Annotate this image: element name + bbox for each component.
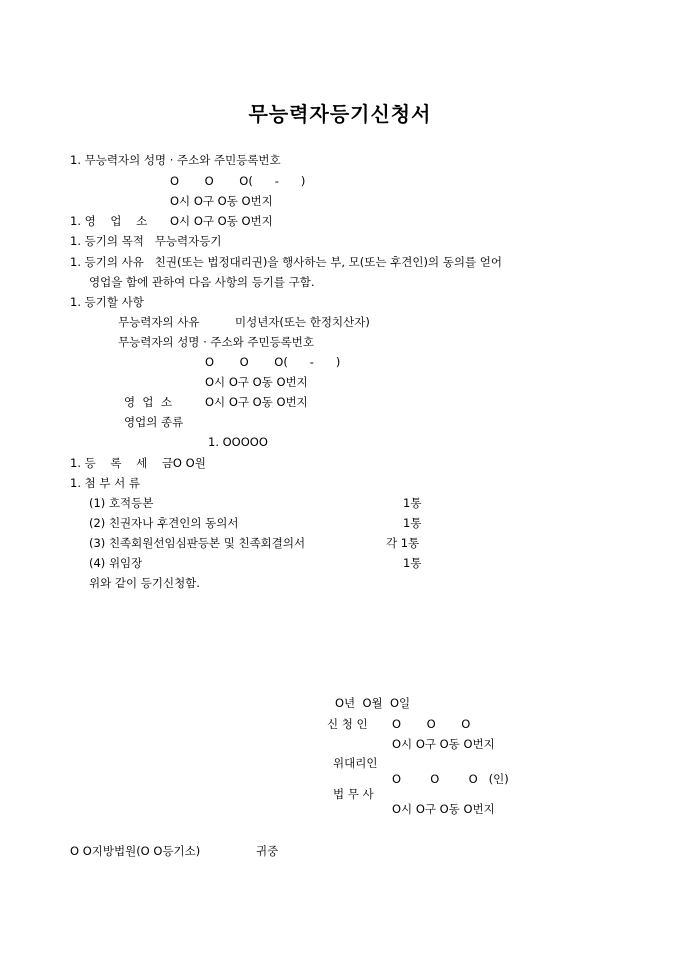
closing-statement: 위와 같이 등기신청함. bbox=[89, 576, 200, 590]
section3-text: 1. 등기의 목적 무능력자등기 bbox=[70, 234, 222, 248]
attachment-item-label: (3) 친족회원선임심판등본 및 친족회결의서 bbox=[89, 536, 306, 550]
agent-name: O O O (인) bbox=[392, 772, 509, 786]
section6-text: 1. 등 록 세 금O O원 bbox=[70, 456, 206, 470]
attachment-item-label: (4) 위임장 bbox=[89, 556, 143, 570]
section1-address: O시 O구 O동 O번지 bbox=[170, 194, 273, 208]
attachment-item-count: 각 1통 bbox=[386, 536, 420, 550]
section7-heading: 1. 첨 부 서 류 bbox=[70, 476, 141, 490]
section2-label: 1. 영 업 소 bbox=[70, 214, 148, 228]
attachment-item-label: (2) 친권자나 후견인의 동의서 bbox=[89, 516, 239, 530]
section5-person-heading: 무능력자의 성명 · 주소와 주민등록번호 bbox=[118, 335, 315, 349]
section5-reason-label: 무능력자의 사유 bbox=[118, 315, 200, 329]
applicant-label: 신 청 인 bbox=[327, 717, 368, 731]
section5-address: O시 O구 O동 O번지 bbox=[205, 375, 308, 389]
section5-heading: 1. 등기할 사항 bbox=[70, 295, 144, 309]
section5-office-value: O시 O구 O동 O번지 bbox=[205, 395, 308, 409]
applicant-address: O시 O구 O동 O번지 bbox=[392, 737, 495, 751]
section4-line2: 영업을 함에 관하여 다음 사항의 등기를 구함. bbox=[89, 275, 315, 289]
court-name: O O지방법원(O O등기소) bbox=[70, 844, 201, 858]
section1-heading: 1. 무능력자의 성명 · 주소와 주민등록번호 bbox=[70, 153, 281, 167]
attachment-item-count: 1통 bbox=[403, 556, 422, 570]
section1-name-line: O O O( - ) bbox=[170, 174, 306, 188]
attachment-item-count: 1통 bbox=[403, 496, 422, 510]
scrivener-address: O시 O구 O동 O번지 bbox=[392, 802, 495, 816]
addressee-suffix: 귀중 bbox=[256, 844, 279, 858]
attachment-item-label: (1) 호적등본 bbox=[89, 496, 154, 510]
section5-office-label: 영 업 소 bbox=[124, 395, 172, 409]
section4-line1: 1. 등기의 사유 친권(또는 법정대리권)을 행사하는 부, 모(또는 후견인)의 동의를 얻어 bbox=[70, 255, 502, 269]
section5-name-line: O O O( - ) bbox=[205, 355, 341, 369]
applicant-name: O O O bbox=[392, 717, 471, 731]
attachment-item-count: 1통 bbox=[403, 516, 422, 530]
document-title: 무능력자등기신청서 bbox=[248, 102, 432, 126]
section5-reason-value: 미성년자(또는 한정치산자) bbox=[235, 315, 370, 329]
application-date: O년 O월 O일 bbox=[335, 696, 411, 710]
section5-type-label: 영업의 종류 bbox=[124, 415, 184, 429]
scrivener-label: 법 무 사 bbox=[333, 787, 374, 801]
section5-type-value: 1. OOOOO bbox=[208, 435, 268, 449]
agent-label: 위대리인 bbox=[333, 756, 378, 770]
section2-value: O시 O구 O동 O번지 bbox=[170, 214, 273, 228]
